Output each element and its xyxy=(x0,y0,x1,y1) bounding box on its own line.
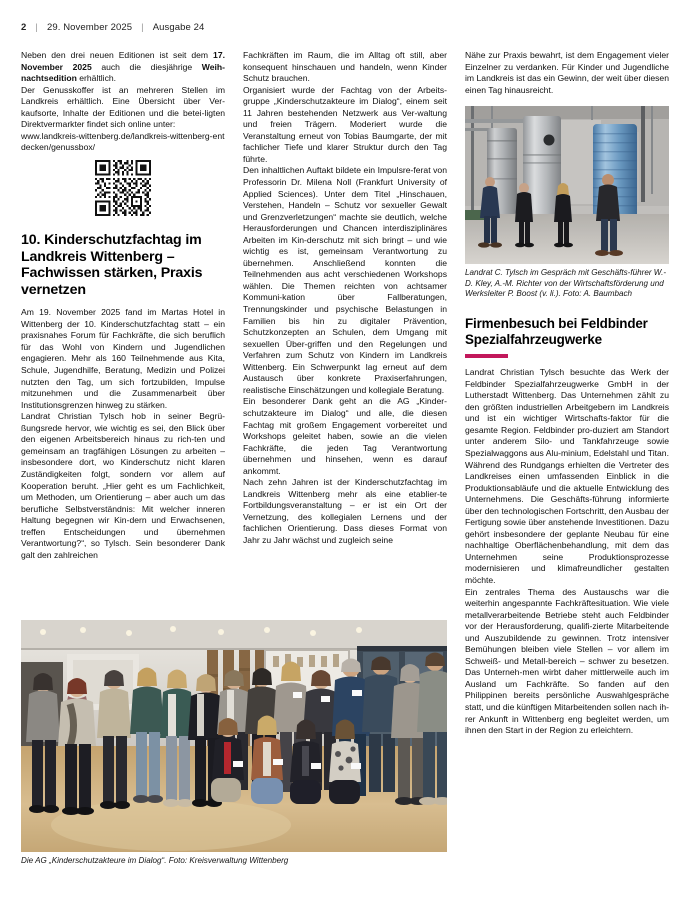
issue-number: Ausgabe 24 xyxy=(152,22,205,33)
qr-code-icon[interactable] xyxy=(95,160,151,216)
group-photo-image xyxy=(21,620,447,852)
publication-date: 29. November 2025 xyxy=(46,22,133,33)
page-number: 2 xyxy=(21,22,27,33)
factory-figure xyxy=(465,106,669,300)
genussbox-paragraph-2: Der Genusskoffer ist an mehreren Stellen im Landkreis erhältlich. Eine Übersicht über Ver-kaufsorte, Inhalte der Editionen und die betei-ligten Direktvermarkter findet sich online unter: xyxy=(21,84,225,130)
genussbox-p1-text-3: erhältlich. xyxy=(76,73,117,84)
kinderschutz-paragraph-6: Ein besonderer Dank geht an die AG „Kinder-schutzakteure im Dialog“ und alle, die diesen Fachtag mit großem Engagement vorbereitet und Workshops geleitet haben, sowie an die vielen Fachkräfte, die jeden Tag Verantwortung übernehmen und hinsehen, wenn es darauf ankommt. xyxy=(243,396,447,476)
masthead-separator-1: | xyxy=(35,22,38,33)
headline-accent-bar xyxy=(465,354,508,358)
genussbox-p1-text-1: Neben den drei neuen Editionen ist seit dem xyxy=(21,50,214,60)
group-figure xyxy=(21,620,447,867)
kinderschutz-paragraph-8: Nähe zur Praxis bewahrt, ist dem Engagement vieler Einzelner zu verdanken. Für Kinder und Jugendliche im Landkreis ist das ein Gewinn, der weit über diesen einen Tag hinausreicht. xyxy=(465,50,669,95)
running-head xyxy=(21,22,204,33)
column-3 xyxy=(465,50,669,737)
feldbinder-paragraph-1: Landrat Christian Tylsch besuchte das Werk der Feldbinder Spezialfahrzeugwerke GmbH in der Lutherstadt Wittenberg. Das Unternehmen zählt zu den größten industriellen Arbeitgebern im Landkreis und ist ein wichtiger Wirtschafts-faktor für die gesamte Region. Feldbinder pro-duziert am Standort unter anderem Silo- und Tankfahrzeuge sowie Spezialwaggons aus Alu-minium, Edelstahl und Titan. xyxy=(465,367,669,458)
genussbox-date-bold: 17. November 2025 xyxy=(21,50,225,72)
kinderschutz-paragraph-7: Nach zehn Jahren ist der Kinderschutzfachtag im Landkreis Wittenberg mehr als eine etablier-te Fortbildungsveranstaltung – er ist ein Ort der Vernetzung, des kollegialen Lernens und der fachlichen Orientierung. Dass dieses Format von Jahr zu Jahr wächst und zugleich seine xyxy=(243,477,447,545)
kinderschutz-paragraph-1: Am 19. November 2025 fand im Martas Hotel in Wittenberg der 10. Kinderschutzfachtag statt – ein praxisnahes Forum für Fachkräfte, die sich beruflich für das Wohl von Kindern und Jugendlichen engagieren. Mehr als 160 Teilnehmende aus Kita, Schule, Jugendhilfe, Beratung, Medizin und Polizei nutzten den Tag, um sich fortzubilden, Impulse mitzunehmen und die Zusammenarbeit über Institutionsgrenzen hinweg zu stärken. xyxy=(21,307,225,410)
kinderschutz-paragraph-2: Landrat Christian Tylsch hob in seiner Begrü-ßungsrede hervor, wie wichtig es sei, den Blick über den eigenen Arbeitsbereich hinaus zu rich-ten und gemeinsam an tragfähigen Lösungen zu arbeiten – insbesondere dort, wo Kinderschutz nicht klaren Zuständigkeiten folgt, sondern vor allem auf Kooperation beruht. „Hier geht es um Fachlichkeit, um Methoden, um Orientierung – aber auch um das berufliche Selbstverständnis: Mit welcher inneren Haltung begegnen wir Kin-dern und Erwachsenen, treffen Entscheidungen und übernehmen Verantwortung?“, so Tylsch. Sein besonderer Dank galt den zahlreichen xyxy=(21,411,225,560)
column-2 xyxy=(243,50,447,547)
kinderschutz-paragraph-4: Organisiert wurde der Fachtag von der Arbeits-gruppe „Kinderschutzakteure im Dialog“, einem seit 11 Jahren bestehenden Netzwerk aus Ver-waltung und freien Trägern. Moderiert wurde die Veranstaltung erneut von Tobias Baumgarte, der mit fachlicher Tiefe und klarer Struktur durch den Tag führte. xyxy=(243,84,447,164)
kinderschutzfachtag-headline: 10. Kinderschutzfachtag im Landkreis Wittenberg – Fachwissen stärken, Praxis vernetzen xyxy=(21,231,203,298)
masthead-separator-2: | xyxy=(141,22,144,33)
genussbox-url[interactable]: www.landkreis-wittenberg.de/landkreis-wittenberg-entdecken/genussbox/ xyxy=(21,130,225,153)
column-1 xyxy=(21,50,225,561)
qr-code-container[interactable] xyxy=(21,160,225,216)
feldbinder-paragraph-2: Während des Rundgangs erhielten die Vertreter des Landkreises einen umfassenden Einblick in die Produktionsabläufe und die aktuelle Entwicklung des Unternehmens. Die Geschäfts-führung informierte über den technologischen Fortschritt, den Ausbau der Fertigung sowie über anstehende Investitionen. Dazu gehört insbesondere der geplante Neubau für eine nachhaltige Oberflächenbehandlung, mit dem das Unternehmen seine Produktionsprozesse modernisieren und klimafreundlicher gestalten möchte. xyxy=(465,459,669,585)
kinderschutz-paragraph-3: Fachkräften im Raum, die im Alltag oft still, aber konsequent hinschauen und handeln, wenn Kinder Schutz brauchen. xyxy=(243,50,447,84)
feldbinder-headline: Firmenbesuch bei Feldbinder Spezialfahrzeugwerke xyxy=(465,315,648,347)
genussbox-p1-text-2: auch die diesjährige xyxy=(91,61,202,72)
article-columns xyxy=(21,50,670,890)
headline-spacer xyxy=(21,298,225,307)
factory-photo-caption: Landrat C. Tylsch im Gespräch mit Geschäfts-führer W.-D. Kley, A.-M. Richter von der Wirtschaftsförderung und Werksleiter P. Boost (v. li.). Foto: A. Baumbach xyxy=(465,268,667,299)
group-photo xyxy=(21,620,447,852)
kinderschutz-paragraph-5: Den inhaltlichen Auftakt bildete ein Impulsre-ferat von Professorin Dr. Milena Noll (Frankfurt University of Applied Sciences). Unter dem Titel „Hinschauen, Verstehen, Handeln – Schutz vor sexueller Gewalt und Grenzverletzungen“ machte sie deutlich, welche Herausforderungen und Chancen interdisziplinäres Arbeiten im Kin-derschutz mit sich bringt – und wie wichtig es ist, gemeinsam Verantwortung zu übernehmen. Anschließend konnten die Teilnehmenden aus acht verschiedenen Workshops wählen. Die Themen reichten von achtsamer Kommuni-kation über Fallberatungen, Trennungskinder und psychische Belastungen in Familien bis hin zu digitaler Prävention, Schutzkonzepten an Schulen, dem Umgang mit sexuellen Über-griffen und den Regelungen und Verfahren zum Schutz von Kindern im Landkreis Wittenberg. Ein Schwerpunkt lag erneut auf dem Austausch über konkrete Praxiserfahrungen, realistische Einschätzungen und kollegiale Beratung. xyxy=(243,165,447,395)
factory-photo xyxy=(465,106,669,264)
genussbox-paragraph-1 xyxy=(21,50,225,85)
feldbinder-paragraph-3: Ein zentrales Thema des Austauschs war die weiterhin angespannte Fachkräftesituation. Wie viele metallverarbeitende Betriebe steht auch Feldbinder vor der Herausforderung, qualifi-zierte Mitarbeitende und Auszubildende zu gewinnen. Trotz intensiver Bemühungen bleiben viele Stellen – vor allem im Schweiß- und Metall-bereich – schwer zu besetzen. Das Unterneh-men wirbt daher mittlerweile auch im Ausland um Fachkräfte. So fanden auf den Philippinen bereits persönliche Auswahlgespräche statt, und die künftigen Mitarbeitenden sollen nach ih-rer Ankunft in Wittenberg eng begleitet werden, um ihnen den Start in der Region zu erleichtern. xyxy=(465,586,669,736)
genussbox-edition-bold: Weih-nachtsedition xyxy=(21,61,225,84)
group-photo-caption: Die AG „Kinderschutzakteure im Dialog“. Foto: Kreisverwaltung Wittenberg xyxy=(21,856,289,865)
factory-photo-image xyxy=(465,106,669,264)
